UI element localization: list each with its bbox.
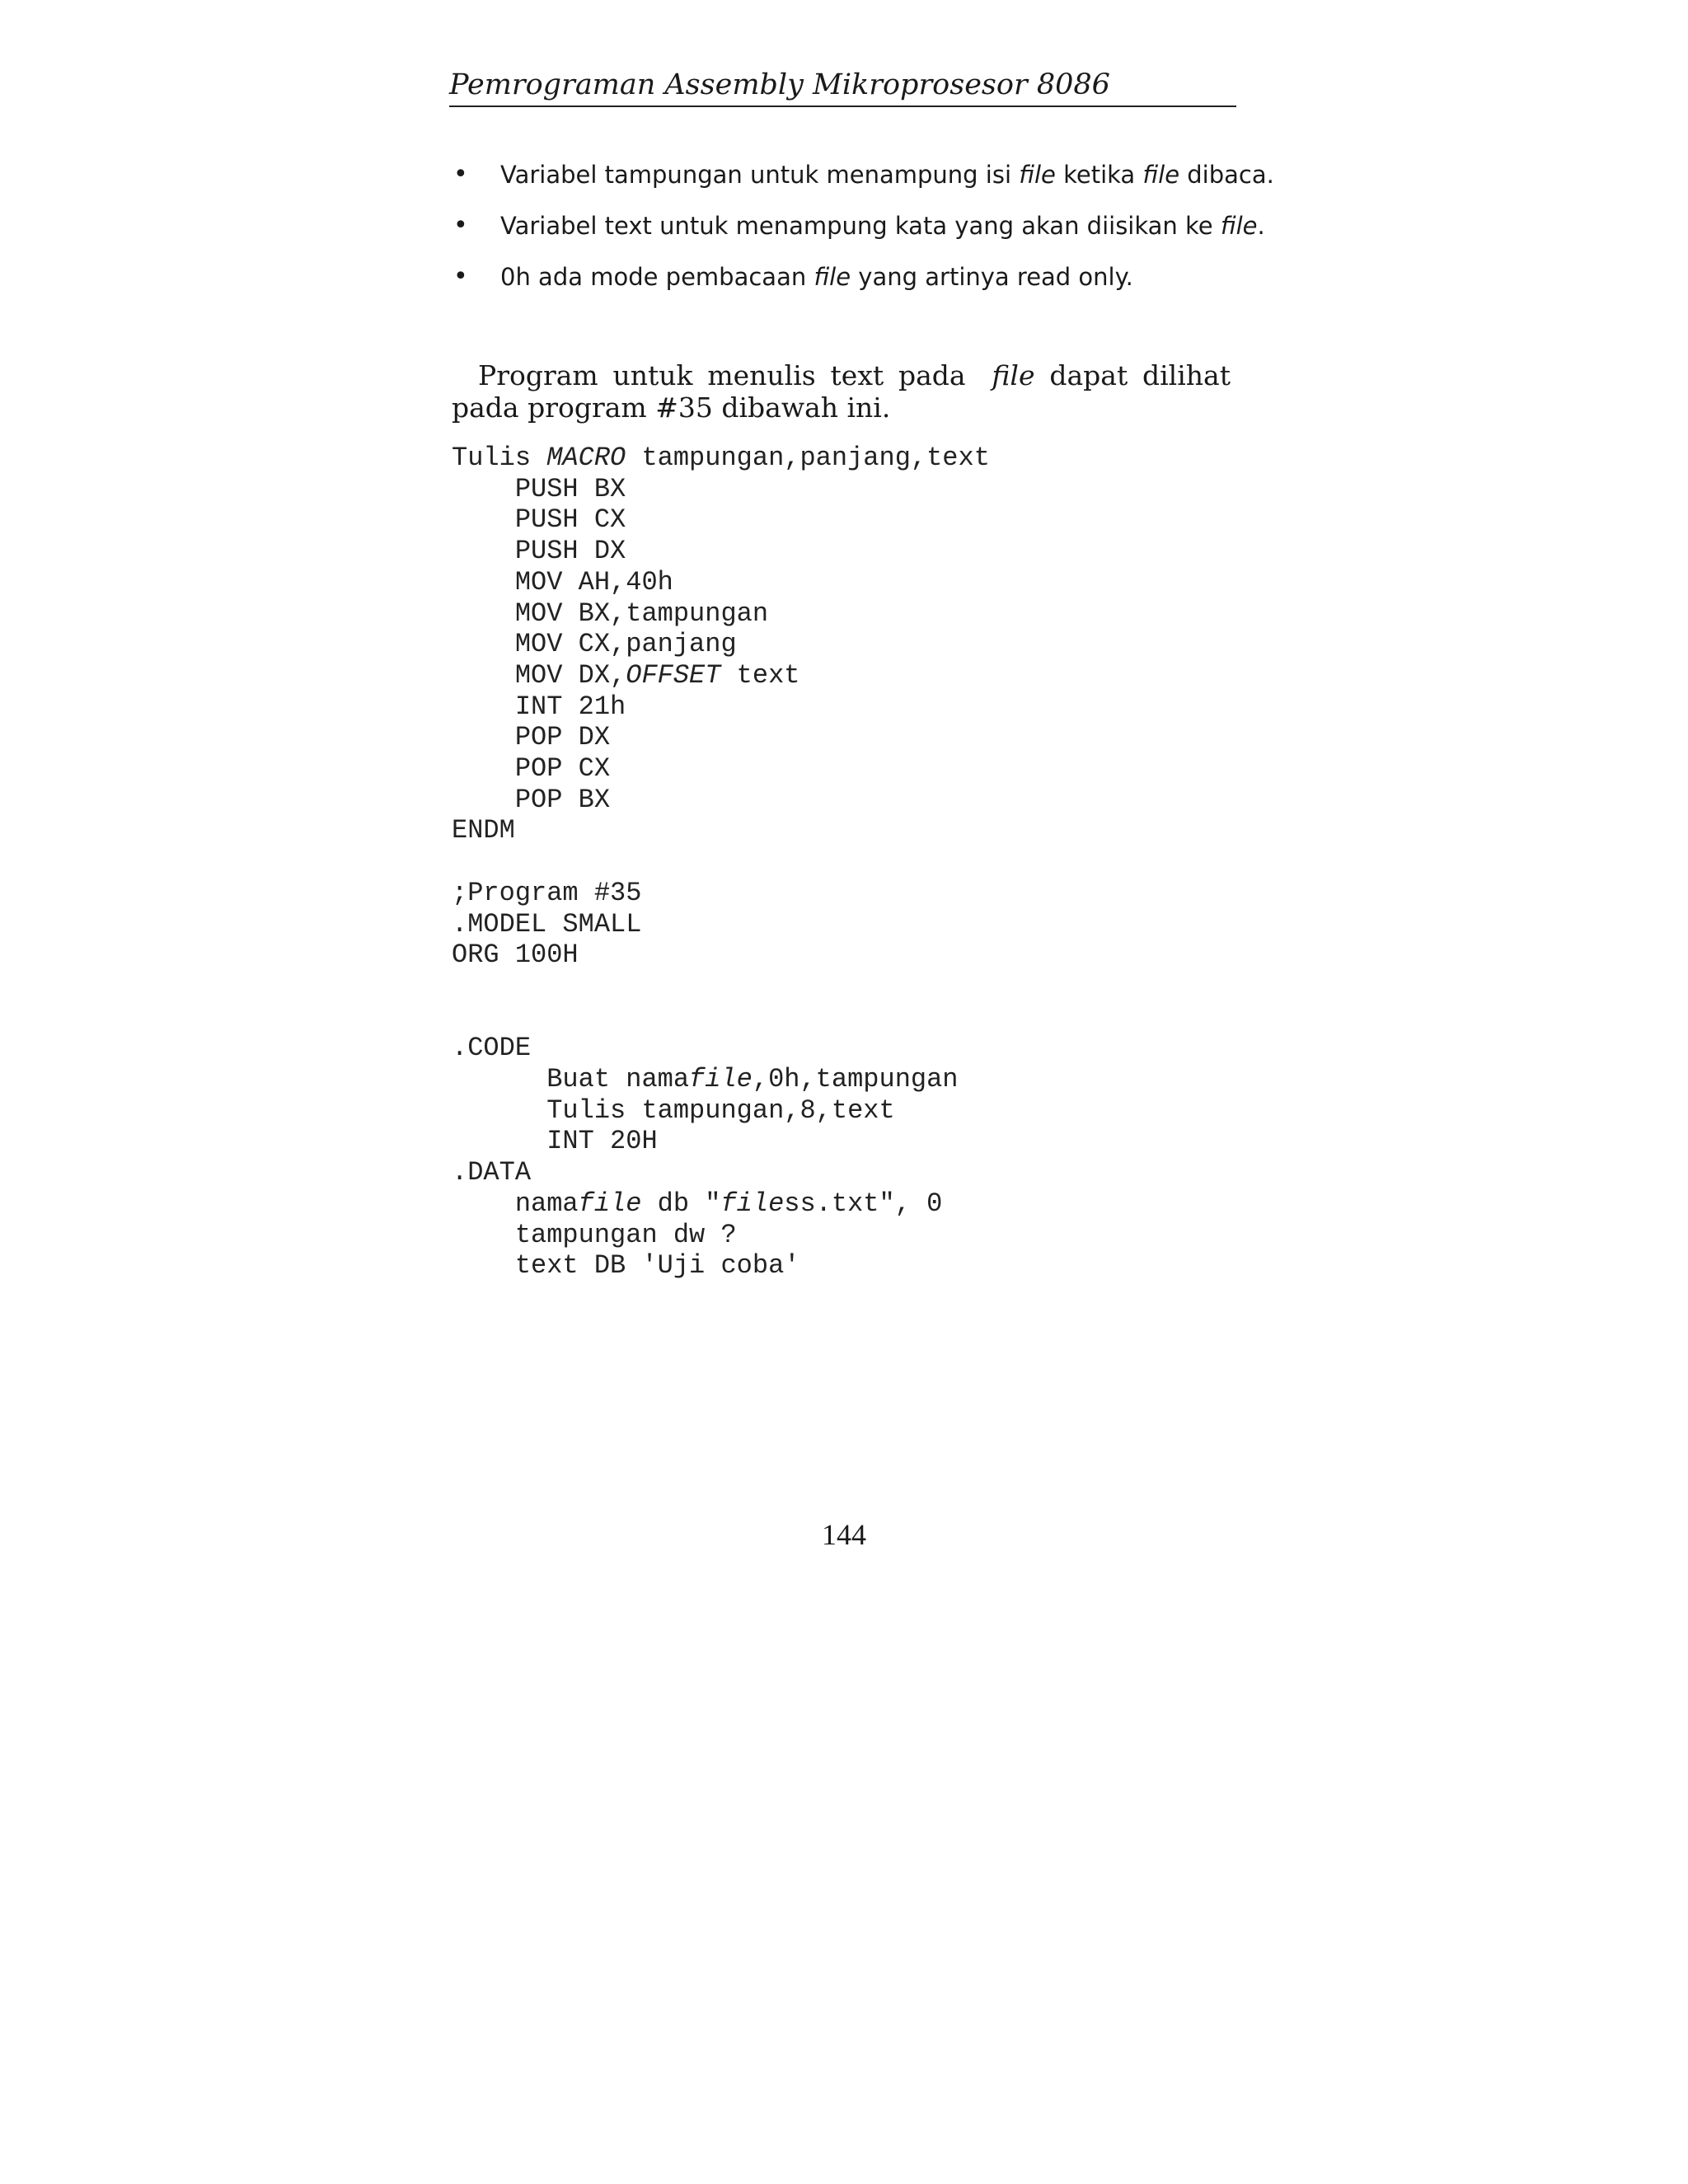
bullet-icon: • <box>453 262 468 291</box>
body-paragraph: Program untuk menulis text pada file dapat dilihat pada program #35 dibawah ini. <box>452 359 1231 424</box>
bullet-list <box>449 157 1274 310</box>
bullet-item: • 0h ada mode pembacaan file yang artinya read only. <box>449 259 1240 310</box>
bullet-item: • Variabel tampungan untuk menampung isi file ketika file dibaca. <box>449 157 1240 208</box>
bullet-icon: • <box>453 160 468 189</box>
running-header <box>449 64 1236 107</box>
page-number: 144 <box>822 1518 866 1551</box>
header-title: Pemrograman Assembly Mikroprosesor 8086 <box>449 68 1110 101</box>
bullet-item: • Variabel text untuk menampung kata yang akan diisikan ke file. <box>449 208 1240 259</box>
bullet-icon: • <box>453 211 468 240</box>
code-listing: Tulis MACRO tampungan,panjang,text PUSH BX PUSH CX PUSH DX MOV AH,40h MOV BX,tampungan MOV CX,panjang MOV DX,OFFSET text INT 21h POP DX POP CX POP BX ENDM ;Program #35 .MODEL SMALL ORG 100H .CODE Buat namafile,0h,tampungan Tulis tampungan,8,text INT 20H .DATA namafile db "filess.txt", 0 tampungan dw ? text DB 'Uji coba' <box>452 443 990 1282</box>
